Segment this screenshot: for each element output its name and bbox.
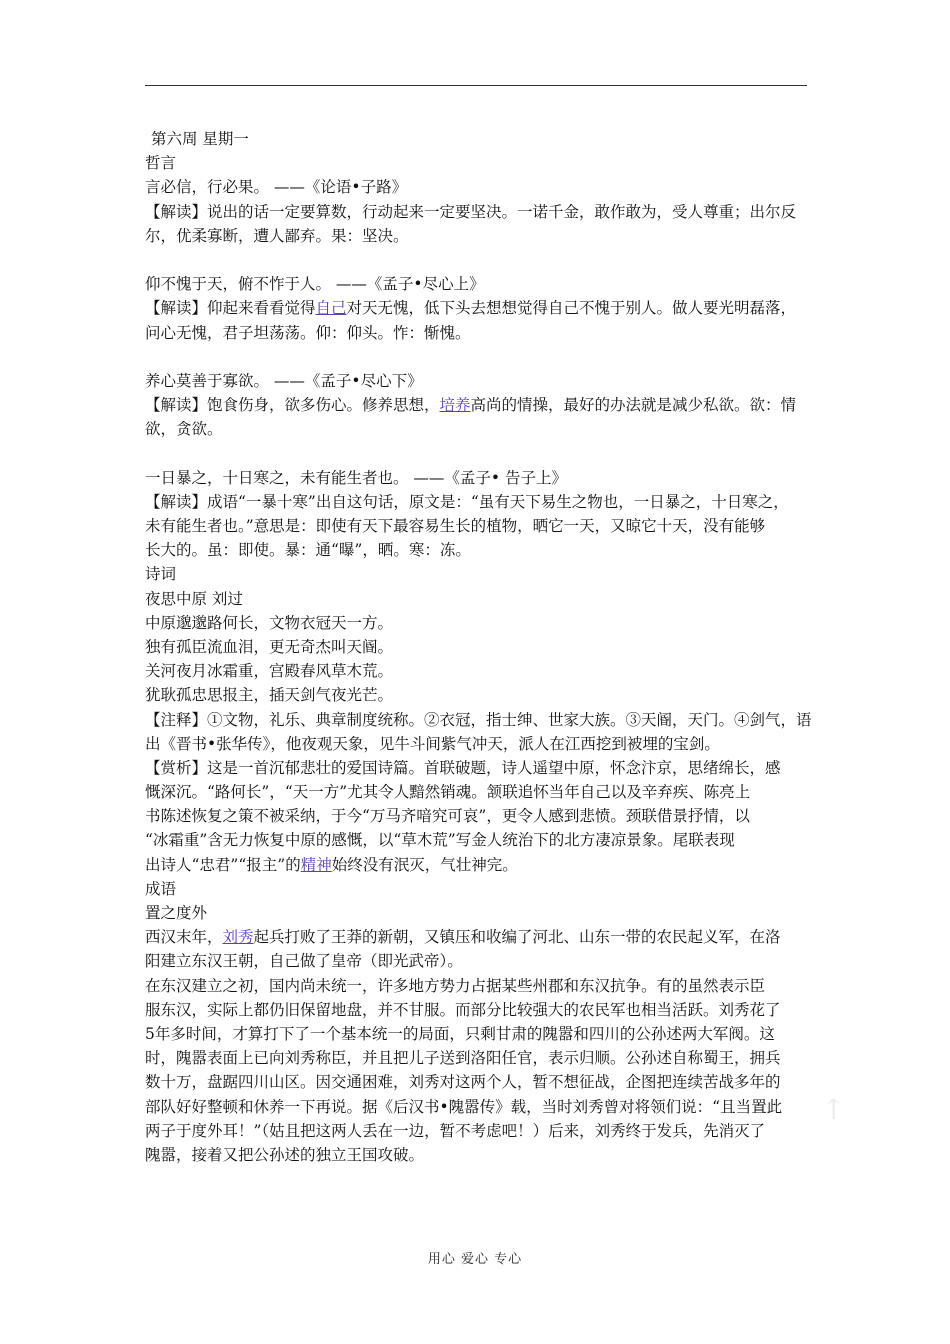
idiom-p1-line-2: 阳建立东汉王朝，自己做了皇帝（即光武帝）。 [145,952,463,971]
idiom-p2-line: 时，隗嚣表面上已向刘秀称臣，并且把儿子送到洛阳任官，表示归顺。公孙述自称蜀王，拥兵 [145,1049,781,1068]
quote-3-text: 养心莫善于寡欲。 ——《孟子•尽心下》 [145,371,423,390]
link-peiyang[interactable]: 培养 [439,396,471,415]
idiom-p2-line: 数十万，盘踞四川山区。因交通困难，刘秀对这两个人，暂不想征战，企图把连续苦战多年的 [145,1073,781,1092]
section-title-shici: 诗词 [145,565,177,584]
idiom-p1-line-1 [145,925,810,949]
poem-appreciation-3: 书陈述恢复之策不被采纳，于今“万马齐喑究可哀”，更令人感到悲愤。颈联借景抒情，以 [145,807,750,826]
section-title-zheyan: 哲言 [145,154,177,173]
document-body [145,127,810,1167]
poem-line: 犹耿孤忠思报主，插天剑气夜光芒。 [145,686,394,705]
quote-2-jiedu-1-b: 对天无愧，低下头去想想觉得自己不愧于别人。做人要光明磊落， [346,299,797,318]
idiom-title: 置之度外 [145,904,208,922]
poem-appreciation-5-b: 始终没有泯灭，气壮神完。 [331,855,518,874]
quote-2-jiedu-1-a: 【解读】仰起来看看觉得 [145,299,316,318]
section-title-chengyu: 成语 [145,879,177,898]
page-footer: 用心 爱心 专心 [427,1252,523,1267]
idiom-p2-line: 5年多时间，才算打下了一个基本统一的局面，只剩甘肃的隗嚣和四川的公孙述两大军阀。这 [145,1024,775,1043]
quote-3-jiedu-1-b: 高尚的情操，最好的办法就是减少私欲。欲：情 [470,396,797,415]
poem-line: 独有孤臣流血泪，更无奇杰叫天阍。 [145,637,394,656]
quote-4-jiedu-2: 未有能生者也。”意思是：即使有天下最容易生长的植物，晒它一天，又晾它十天，没有能够 [145,517,766,535]
quote-1-jiedu-2: 尔，优柔寡断，遭人鄙弃。果：坚决。 [145,226,409,245]
poem-notes-2: 出《晋书•张华传》，他夜观天象，见牛斗间紫气冲天，派人在江西挖到被埋的宝剑。 [145,734,720,753]
quote-4-jiedu-1: 【解读】成语“一暴十寒”出自这句话，原文是：“虽有天下易生之物也，一日暴之，十日寒之， [145,492,789,511]
quote-4-jiedu-3: 长大的。虽：即使。暴：通“曝”，晒。寒：冻。 [145,541,471,560]
idiom-p1-line-1-b: 起兵打败了王莽的新朝，又镇压和收编了河北、山东一带的农民起义军，在洛 [253,928,781,947]
poem-line: 中原邈邈路何长，文物衣冠天一方。 [145,613,394,632]
quote-3-jiedu-1-a: 【解读】饱食伤身，欲多伤心。修养思想， [145,396,440,415]
quote-3-jiedu-1 [145,393,810,417]
quote-1-text: 言必信，行必果。 ——《论语•子路》 [145,178,408,197]
watermark-glyph: ↑ [822,1093,846,1126]
poem-notes-1: 【注释】①文物，礼乐、典章制度统称。②衣冠，指士绅、世家大族。③天阍，天门。④剑气，语 [145,710,812,729]
quote-2-text: 仰不愧于天，俯不怍于人。 ——《孟子•尽心上》 [145,275,485,294]
quote-1-jiedu-1: 【解读】说出的话一定要算数，行动起来一定要坚决。一诺千金，敢作敢为，受人尊重；出尔反 [145,202,797,221]
idiom-p2-line: 部队好好整顿和休养一下再说。据《后汉书•隗嚣传》载，当时刘秀曾对将领们说：“且当置此 [145,1097,783,1116]
poem-appreciation-5-a: 出诗人“忠君”“报主”的 [145,855,301,874]
quote-2-jiedu-2: 问心无愧，君子坦荡荡。仰：仰头。怍：惭愧。 [145,323,471,342]
poem-appreciation-2: 慨深沉。“路何长”，“天一方”尤其令人黯然销魂。颔联追怀当年自己以及辛弃疾、陈亮上 [145,783,751,802]
idiom-p2-line: 在东汉建立之初，国内尚未统一，许多地方势力占据某些州郡和东汉抗争。有的虽然表示臣 [145,976,766,995]
poem-appreciation-5 [145,853,810,877]
idiom-p1-line-1-a: 西汉末年， [145,928,223,947]
quote-2-jiedu-1 [145,296,810,320]
idiom-p2-line: 隗嚣，接着又把公孙述的独立王国攻破。 [145,1145,425,1164]
idiom-p2-line: 两子于度外耳！”（姑且把这两人丢在一边，暂不考虑吧！）后来，刘秀终于发兵，先消灭了 [145,1121,766,1140]
poem-appreciation-1: 【赏析】这是一首沉郁悲壮的爱国诗篇。首联破题，诗人遥望中原，怀念汴京，思绪绵长，感 [145,758,781,777]
poem-title: 夜思中原 刘过 [145,589,243,608]
page-heading: 第六周 星期一 [151,130,249,148]
link-jingshen[interactable]: 精神 [300,855,332,874]
header-rule [145,85,807,86]
link-liuxiu[interactable]: 刘秀 [222,928,254,947]
idiom-p2-line: 服东汉，实际上都仍旧保留地盘，并不甘服。而部分比较强大的农民军也相当活跃。刘秀花了 [145,1000,781,1019]
poem-line: 关河夜月冰霜重，宫殿春风草木荒。 [145,662,394,681]
poem-appreciation-4: “冰霜重”含无力恢复中原的感慨，以“草木荒”写金人统治下的北方凄凉景象。尾联表现 [145,831,735,850]
link-ziji[interactable]: 自己 [315,299,347,318]
quote-3-jiedu-2: 欲，贪欲。 [145,420,223,439]
quote-4-text: 一日暴之，十日寒之，未有能生者也。 ——《孟子• 告子上》 [145,468,567,487]
